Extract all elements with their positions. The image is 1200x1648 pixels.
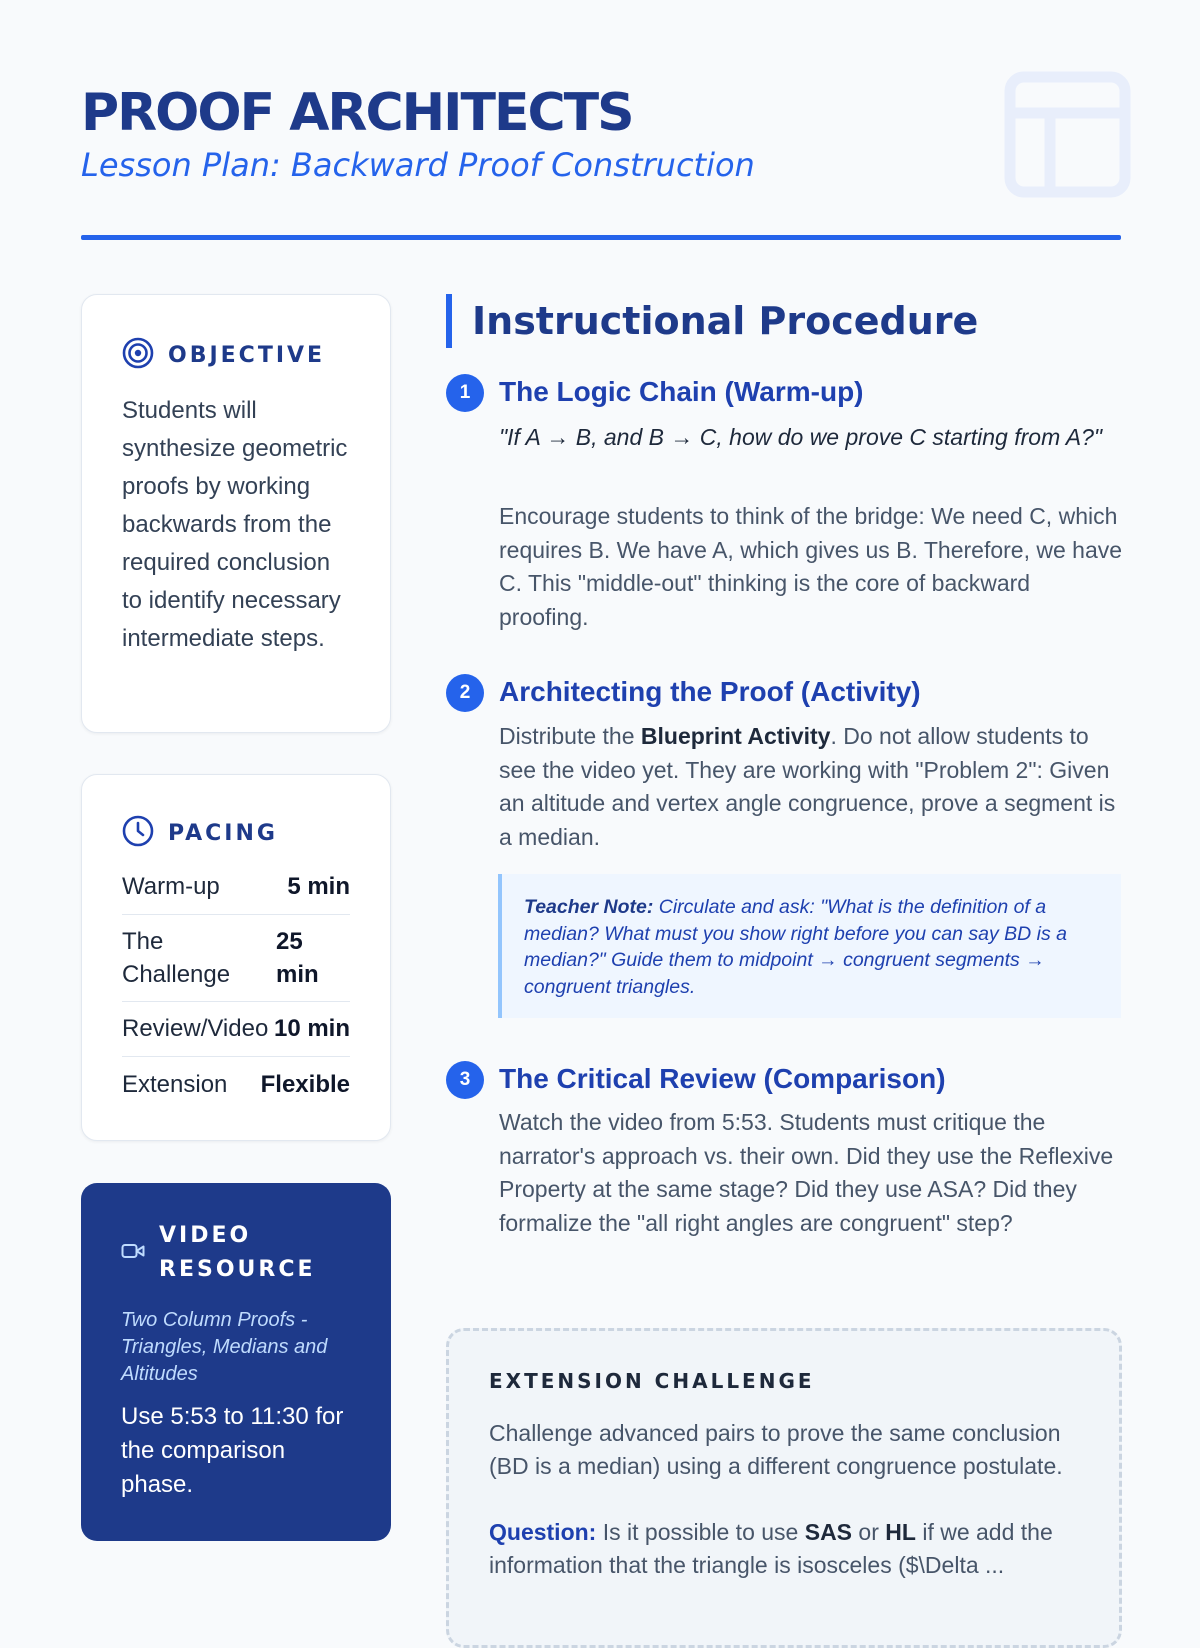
step-number: 2 [446, 674, 484, 712]
target-icon [122, 337, 154, 374]
objective-card [81, 294, 391, 733]
pacing-time: 5 min [287, 873, 350, 900]
question-text: if we add the information that the triangle is isosceles ($\Delta ... [489, 1519, 1053, 1578]
pacing-time: Flexible [260, 1071, 350, 1098]
extension-question [489, 1516, 1079, 1582]
question-text: Is it possible to use [596, 1519, 805, 1545]
pacing-label: PACING [168, 821, 278, 846]
step-body [499, 720, 1129, 854]
video-label: VIDEO RESOURCE [159, 1223, 316, 1282]
procedure-heading: Instructional Procedure [446, 294, 978, 348]
teacher-note-text: Circulate and ask: "What is the definition of a median? What must you show right before you can say BD is a median?" Guide them to midpoint → congruent segments → congruent triangles. [524, 896, 1068, 998]
step-quote: "If A → B, and B → C, how do we prove C starting from A?" [499, 424, 1103, 450]
teacher-note [498, 874, 1121, 1018]
extension-heading: EXTENSION CHALLENGE [489, 1369, 815, 1393]
step-number: 1 [446, 374, 484, 412]
video-note: Use 5:53 to 11:30 for the comparison phase. [121, 1403, 344, 1498]
pacing-time: 10 min [273, 1015, 350, 1042]
objective-label: OBJECTIVE [168, 343, 326, 368]
teacher-note-label: Teacher Note: [524, 896, 654, 918]
question-label: Question: [489, 1519, 597, 1545]
pacing-row [122, 1002, 350, 1057]
step-body: Watch the video from 5:53. Students must critique the narrator's approach vs. their own. Did they use the Reflexive Property at the same stage? Did they use ASA? Did they formalize the "all right angles are congruent" step? [499, 1109, 1114, 1236]
pacing-activity: Warm-up [122, 873, 220, 900]
header-divider [81, 235, 1121, 240]
pacing-row [122, 1057, 350, 1113]
pacing-activity: The Challenge [122, 928, 231, 988]
hl-term: HL [885, 1519, 916, 1545]
pacing-table [122, 860, 350, 1113]
pacing-activity: Extension [122, 1071, 228, 1098]
pacing-card [81, 774, 391, 1141]
pacing-activity: Review/Video [122, 1015, 269, 1042]
extension-challenge-box [446, 1328, 1122, 1648]
pacing-row [122, 860, 350, 915]
pacing-time: 25 min [276, 928, 319, 988]
question-text: or [852, 1519, 886, 1545]
step-body-text: Distribute the [499, 723, 641, 749]
step-number: 3 [446, 1061, 484, 1099]
page-header [81, 82, 1121, 184]
page-title: PROOF ARCHITECTS [81, 83, 633, 143]
extension-body: Challenge advanced pairs to prove the same conclusion (BD is a median) using a different congruence postulate. [489, 1420, 1063, 1479]
step-body-text: . Do not allow students to see the video yet. They are working with "Problem 2": Given an altitude and vertex angle congruence, prove a segment is a median. [499, 723, 1116, 850]
layout-icon [1000, 67, 1135, 202]
step-title: The Critical Review (Comparison) [499, 1063, 946, 1094]
video-camera-icon [121, 1242, 145, 1265]
video-title: Two Column Proofs - Triangles, Medians and Altitudes [121, 1309, 328, 1385]
step-title: Architecting the Proof (Activity) [499, 676, 921, 707]
clock-icon [122, 815, 154, 852]
page-subtitle: Lesson Plan: Backward Proof Construction [81, 146, 755, 184]
blueprint-activity-label: Blueprint Activity [640, 723, 831, 749]
objective-text: Students will synthesize geometric proofs by working backwards from the required conclusion to identify necessary intermediate steps. [122, 397, 348, 652]
video-resource-card [81, 1183, 391, 1541]
pacing-row [122, 915, 350, 1002]
sas-term: SAS [804, 1519, 853, 1545]
step-body: Encourage students to think of the bridge: We need C, which requires B. We have A, which gives us B. Therefore, we have C. This "middle-out" thinking is the core of backward proofing. [499, 503, 1123, 630]
step-title: The Logic Chain (Warm-up) [499, 376, 864, 407]
